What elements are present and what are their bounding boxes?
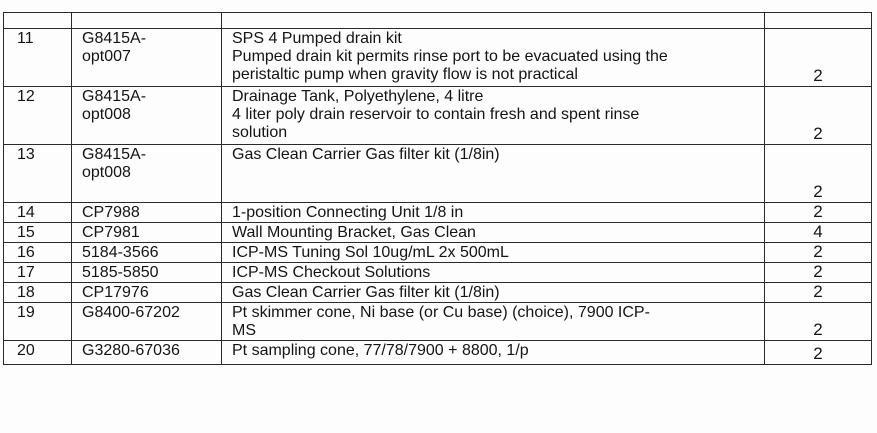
description-line: 4 liter poly drain reservoir to contain fresh and spent rinse xyxy=(232,106,640,123)
description-line: Drainage Tank, Polyethylene, 4 litre xyxy=(232,88,484,105)
table-header-row xyxy=(4,13,872,29)
description-line xyxy=(232,164,758,182)
description-cell xyxy=(222,223,765,243)
description-cell xyxy=(222,203,765,223)
description-cell xyxy=(222,341,765,365)
table-row xyxy=(4,243,872,263)
table-row xyxy=(4,283,872,303)
description-line: Wall Mounting Bracket, Gas Clean xyxy=(232,224,476,241)
description-line: MS xyxy=(232,322,256,339)
part-number-cell xyxy=(72,203,222,223)
description-cell xyxy=(222,29,765,87)
description-cell xyxy=(222,87,765,145)
quantity-cell: 2 xyxy=(765,87,872,145)
part-number-line: opt008 xyxy=(82,164,131,181)
header-cell-number xyxy=(4,13,72,29)
description-line: solution xyxy=(232,124,288,141)
description-cell xyxy=(222,263,765,283)
part-number-line: G8400-67202 xyxy=(82,304,180,321)
part-number-line: G8415A- xyxy=(82,30,147,47)
parts-list-body xyxy=(4,13,872,365)
item-number-cell: 20 xyxy=(4,341,72,365)
item-number-cell: 14 xyxy=(4,203,72,223)
description-line: SPS 4 Pumped drain kit xyxy=(232,30,402,47)
part-number-cell xyxy=(72,29,222,87)
table-row xyxy=(4,341,872,365)
part-number-line: CP17976 xyxy=(82,284,149,301)
part-number-line: opt008 xyxy=(82,106,131,123)
quantity-cell: 4 xyxy=(765,223,872,243)
description-cell xyxy=(222,283,765,303)
header-cell-quantity xyxy=(765,13,872,29)
item-number-cell: 15 xyxy=(4,223,72,243)
table-row xyxy=(4,87,872,145)
part-number-cell xyxy=(72,263,222,283)
header-cell-description xyxy=(222,13,765,29)
parts-list-table xyxy=(3,12,872,365)
description-cell xyxy=(222,145,765,203)
table-row xyxy=(4,303,872,341)
table-row xyxy=(4,29,872,87)
table-row xyxy=(4,263,872,283)
part-number-line: 5185-5850 xyxy=(82,264,159,281)
table-row xyxy=(4,145,872,203)
description-line: Pumped drain kit permits rinse port to be evacuated using the xyxy=(232,48,668,65)
header-cell-part xyxy=(72,13,222,29)
description-line xyxy=(232,182,758,200)
item-number-cell: 11 xyxy=(4,29,72,87)
quantity-cell: 2 xyxy=(765,203,872,223)
part-number-cell xyxy=(72,243,222,263)
part-number-cell xyxy=(72,87,222,145)
quantity-cell: 2 xyxy=(765,243,872,263)
part-number-cell xyxy=(72,283,222,303)
part-number-cell xyxy=(72,341,222,365)
description-line: ICP-MS Checkout Solutions xyxy=(232,264,431,281)
table-row xyxy=(4,203,872,223)
description-line: Pt sampling cone, 77/78/7900 + 8800, 1/p xyxy=(232,342,529,359)
table-row xyxy=(4,223,872,243)
description-cell xyxy=(222,303,765,341)
part-number-cell xyxy=(72,303,222,341)
quantity-cell: 2 xyxy=(765,263,872,283)
item-number-cell: 12 xyxy=(4,87,72,145)
part-number-line: G8415A- xyxy=(82,146,147,163)
item-number-cell: 19 xyxy=(4,303,72,341)
description-line: Pt skimmer cone, Ni base (or Cu base) (choice), 7900 ICP- xyxy=(232,304,650,321)
description-line: peristaltic pump when gravity flow is not practical xyxy=(232,66,578,83)
part-number-line: opt007 xyxy=(82,48,131,65)
part-number-line: CP7988 xyxy=(82,204,140,221)
item-number-cell: 16 xyxy=(4,243,72,263)
part-number-line: G3280-67036 xyxy=(82,342,180,359)
description-line: Gas Clean Carrier Gas filter kit (1/8in) xyxy=(232,284,500,301)
part-number-line: G8415A- xyxy=(82,88,147,105)
quantity-cell: 2 xyxy=(765,29,872,87)
item-number-cell: 13 xyxy=(4,145,72,203)
part-number-line: 5184-3566 xyxy=(82,244,159,261)
quantity-cell: 2 xyxy=(765,303,872,341)
description-line: 1-position Connecting Unit 1/8 in xyxy=(232,204,464,221)
quantity-cell: 2 xyxy=(765,341,872,365)
description-cell xyxy=(222,243,765,263)
part-number-cell xyxy=(72,223,222,243)
quantity-cell: 2 xyxy=(765,145,872,203)
description-line: ICP-MS Tuning Sol 10ug/mL 2x 500mL xyxy=(232,244,509,261)
part-number-cell xyxy=(72,145,222,203)
part-number-line: CP7981 xyxy=(82,224,140,241)
item-number-cell: 18 xyxy=(4,283,72,303)
description-line: Gas Clean Carrier Gas filter kit (1/8in) xyxy=(232,146,500,163)
quantity-cell: 2 xyxy=(765,283,872,303)
item-number-cell: 17 xyxy=(4,263,72,283)
